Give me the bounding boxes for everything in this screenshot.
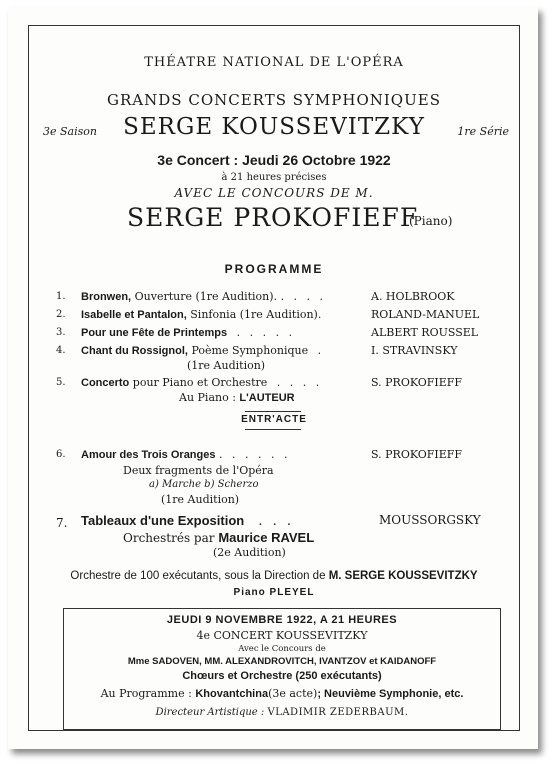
work-description: Ouverture (1re Audition). (134, 290, 278, 303)
concert-series: GRANDS CONCERTS SYMPHONIQUES (107, 91, 441, 109)
conductor-name: SERGE KOUSSEVITZKY (123, 114, 425, 140)
programme-item (81, 448, 290, 461)
programme-label: Au Programme : (100, 687, 192, 700)
orchestra-line (29, 570, 519, 582)
programme-act: (3e acte) (268, 687, 318, 700)
audition-note: (1re Audition) (161, 493, 240, 506)
outer-frame (28, 25, 520, 731)
programme-item (81, 290, 326, 303)
au-piano-label: Au Piano : (179, 391, 236, 404)
piano-maker: Piano PLEYEL (233, 587, 315, 598)
leader-dots: . . . . . . (218, 448, 291, 461)
leader-dots: . (317, 344, 325, 357)
work-title: Bronwen, (81, 291, 132, 303)
orchestrator-name: Maurice RAVEL (218, 530, 315, 545)
theatre-name: THÉATRE NATIONAL DE L'OPÉRA (144, 55, 404, 70)
audition-note: (2e Audition) (213, 546, 286, 559)
composer-name: MOUSSORGSKY (379, 513, 481, 527)
saison-label: 3e Saison (43, 125, 97, 138)
orchestration-line (123, 530, 314, 545)
programme-sheet (8, 7, 538, 749)
programme-item (81, 344, 324, 357)
director-label: Directeur Artistique : (155, 707, 265, 718)
work-title: Isabelle et Pantalon, (81, 309, 187, 321)
next-concert-choir: Chœurs et Orchestre (250 exécutants) (182, 670, 382, 682)
work-description: Poème Symphonique (191, 344, 309, 357)
composer-name: I. STRAVINSKY (371, 344, 458, 357)
orchestres-par: Orchestrés par (123, 531, 215, 545)
work-title: Chant du Rossignol, (81, 345, 188, 357)
composer-name: S. PROKOFIEFF (371, 376, 463, 389)
programme-item (81, 308, 321, 321)
programme-rest: ; Neuvième Symphonie, etc. (317, 688, 464, 700)
concert-date: 3e Concert : Jeudi 26 Octobre 1922 (157, 152, 391, 168)
leader-dots: . . . . (280, 290, 327, 303)
item-number: 3. (56, 327, 66, 338)
next-concert-date: JEUDI 9 NOVEMBRE 1922, A 21 HEURES (166, 614, 398, 626)
item-number: 1. (56, 291, 66, 302)
work-title: Tableaux d'une Exposition (81, 513, 245, 528)
audition-note: (1re Audition) (187, 359, 266, 372)
programme-item (81, 326, 295, 339)
work-description: pour Piano et Orchestre (132, 376, 268, 389)
avec-concours: AVEC LE CONCOURS DE M. (174, 186, 374, 200)
orchestra-conductor: M. SERGE KOUSSEVITZKY (328, 570, 478, 582)
item-number: 4. (56, 345, 66, 356)
opera-fragments: Deux fragments de l'Opéra (123, 464, 274, 477)
orchestra-text: Orchestre de 100 exécutants, sous la Direction de (70, 570, 326, 582)
fragment-list: a) Marche b) Scherzo (149, 479, 259, 490)
entracte-rule-bottom (245, 429, 301, 430)
item-number: 2. (56, 309, 66, 320)
work-title: Amour des Trois Oranges (81, 449, 216, 461)
composer-name: A. HOLBROOK (371, 290, 455, 303)
artistic-director-line (64, 707, 500, 718)
next-concert-artists: Mme SADOVEN, MM. ALEXANDROVITCH, IVANTZOV et KAIDANOFF (127, 656, 437, 667)
next-concert-avec: Avec le Concours de (238, 644, 326, 654)
item-number: 6. (56, 449, 66, 460)
next-concert-programme (64, 687, 500, 700)
work-title: Pour une Fête de Printemps (81, 327, 228, 339)
au-piano-name: L'AUTEUR (239, 392, 295, 404)
programme-title: PROGRAMME (224, 262, 324, 276)
serie-label: 1re Série (457, 125, 509, 138)
item-number: 7. (56, 516, 68, 530)
next-concert-title: 4e CONCERT KOUSSEVITZKY (196, 629, 368, 642)
leader-dots: . . . (258, 514, 295, 529)
programme-item (81, 376, 322, 389)
work-description: Sinfonia (1re Audition). (190, 308, 322, 321)
leader-dots: . . . . . (236, 326, 296, 339)
composer-name: ROLAND-MANUEL (371, 308, 480, 321)
soloist-name: SERGE PROKOFIEFF (127, 203, 419, 232)
soloist-instrument: (Piano) (409, 214, 453, 228)
entracte-rule-top (245, 411, 301, 412)
programme-item (81, 513, 294, 529)
item-number: 5. (56, 377, 66, 388)
entracte: ENTR'ACTE (241, 414, 307, 425)
director-name: VLADIMIR ZEDERBAUM. (267, 707, 409, 718)
composer-name: ALBERT ROUSSEL (371, 326, 479, 339)
concert-time: à 21 heures précises (221, 172, 327, 183)
next-concert-box (63, 608, 501, 730)
work-title: Concerto (81, 377, 130, 389)
leader-dots: . . . . (276, 376, 323, 389)
programme-work: Khovantchina (195, 688, 269, 700)
composer-name: S. PROKOFIEFF (371, 448, 463, 461)
piano-soloist-line (179, 391, 295, 404)
